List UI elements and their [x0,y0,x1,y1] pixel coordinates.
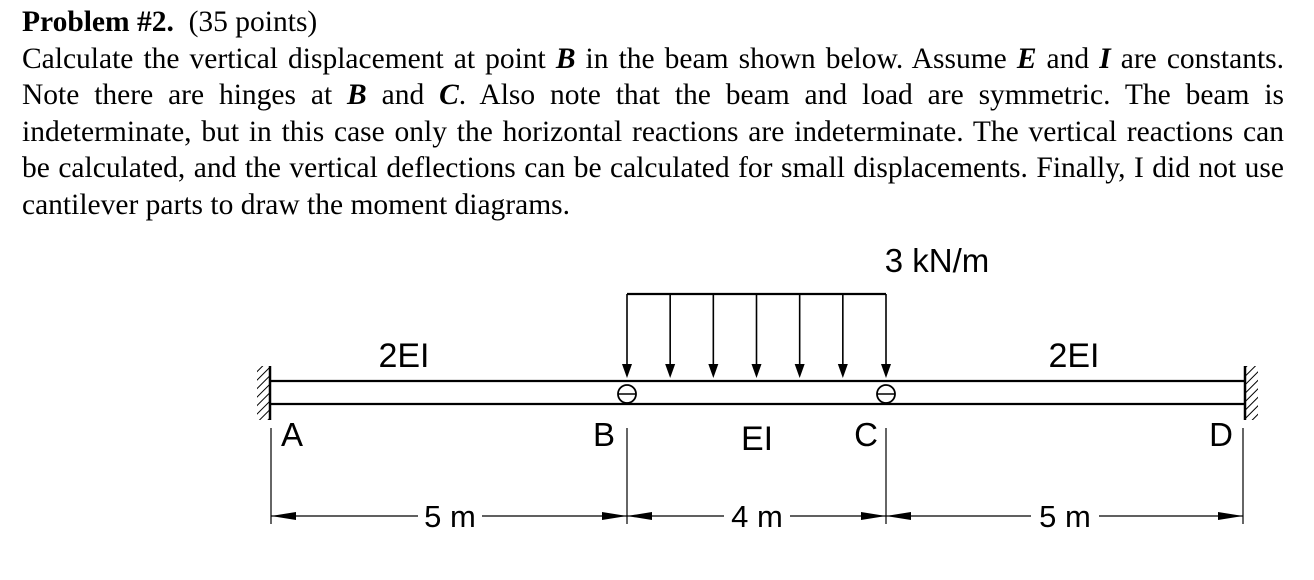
variable-B: B [347,79,367,111]
body-text-segment: are constants. Note there are hinges at [22,42,1284,111]
problem-points: (35 points) [188,6,318,38]
point-label-d: D [1209,416,1233,453]
body-text-segment: in the beam shown below. Assume [575,42,1017,75]
dimension-bc [627,499,886,534]
load-arrow [838,294,848,378]
wall-hatch-right [1245,366,1258,420]
fixed-support-right [1245,366,1258,420]
variable-E: E [1016,42,1037,75]
stiffness-label-bc: EI [740,420,774,458]
variable-I: I [1099,42,1111,75]
dimension-cd [886,499,1243,534]
load-arrows [622,294,891,378]
load-arrow [881,294,891,378]
load-arrow [795,294,805,378]
stiffness-label-ab: 2EI [378,337,430,375]
load-arrow [708,294,718,378]
distributed-load [622,242,989,378]
problem-number: Problem #2. [22,6,174,38]
dimension-label-cd: 5 m [1039,499,1091,534]
load-arrow [752,294,762,378]
dimension-ab [271,499,627,534]
body-text-segment: and [1036,42,1100,75]
hinge-c [877,385,895,403]
dimension-label-bc: 4 m [731,499,783,534]
point-label-b: B [592,416,616,453]
load-label: 3 kN/m [884,242,990,279]
point-label-a: A [280,416,304,453]
stiffness-label-cd: 2EI [1048,337,1100,375]
load-arrow [665,294,675,378]
body-text-segment: and [366,79,440,111]
dimension-label-ab: 5 m [424,499,476,534]
load-arrow [622,294,632,378]
point-label-c: C [854,416,878,453]
beam [270,381,1245,404]
hinge-b [618,385,636,403]
body-text-segment: Calculate the vertical displacement at point [22,42,556,75]
fixed-support-left [257,366,270,420]
body-text-segment: . Also note that the beam and load are symmetric. The beam is indeterminate, but in this case only the horizontal reactions are indeterminate. The vertical reactions can be calculated, and the vertical deflections can be calculated for small displacements. Finally, I did not use cantilever parts to draw the moment diagrams. [22,79,1285,221]
variable-B: B [555,42,576,75]
wall-hatch-left [257,366,270,420]
variable-C: C [439,79,459,111]
